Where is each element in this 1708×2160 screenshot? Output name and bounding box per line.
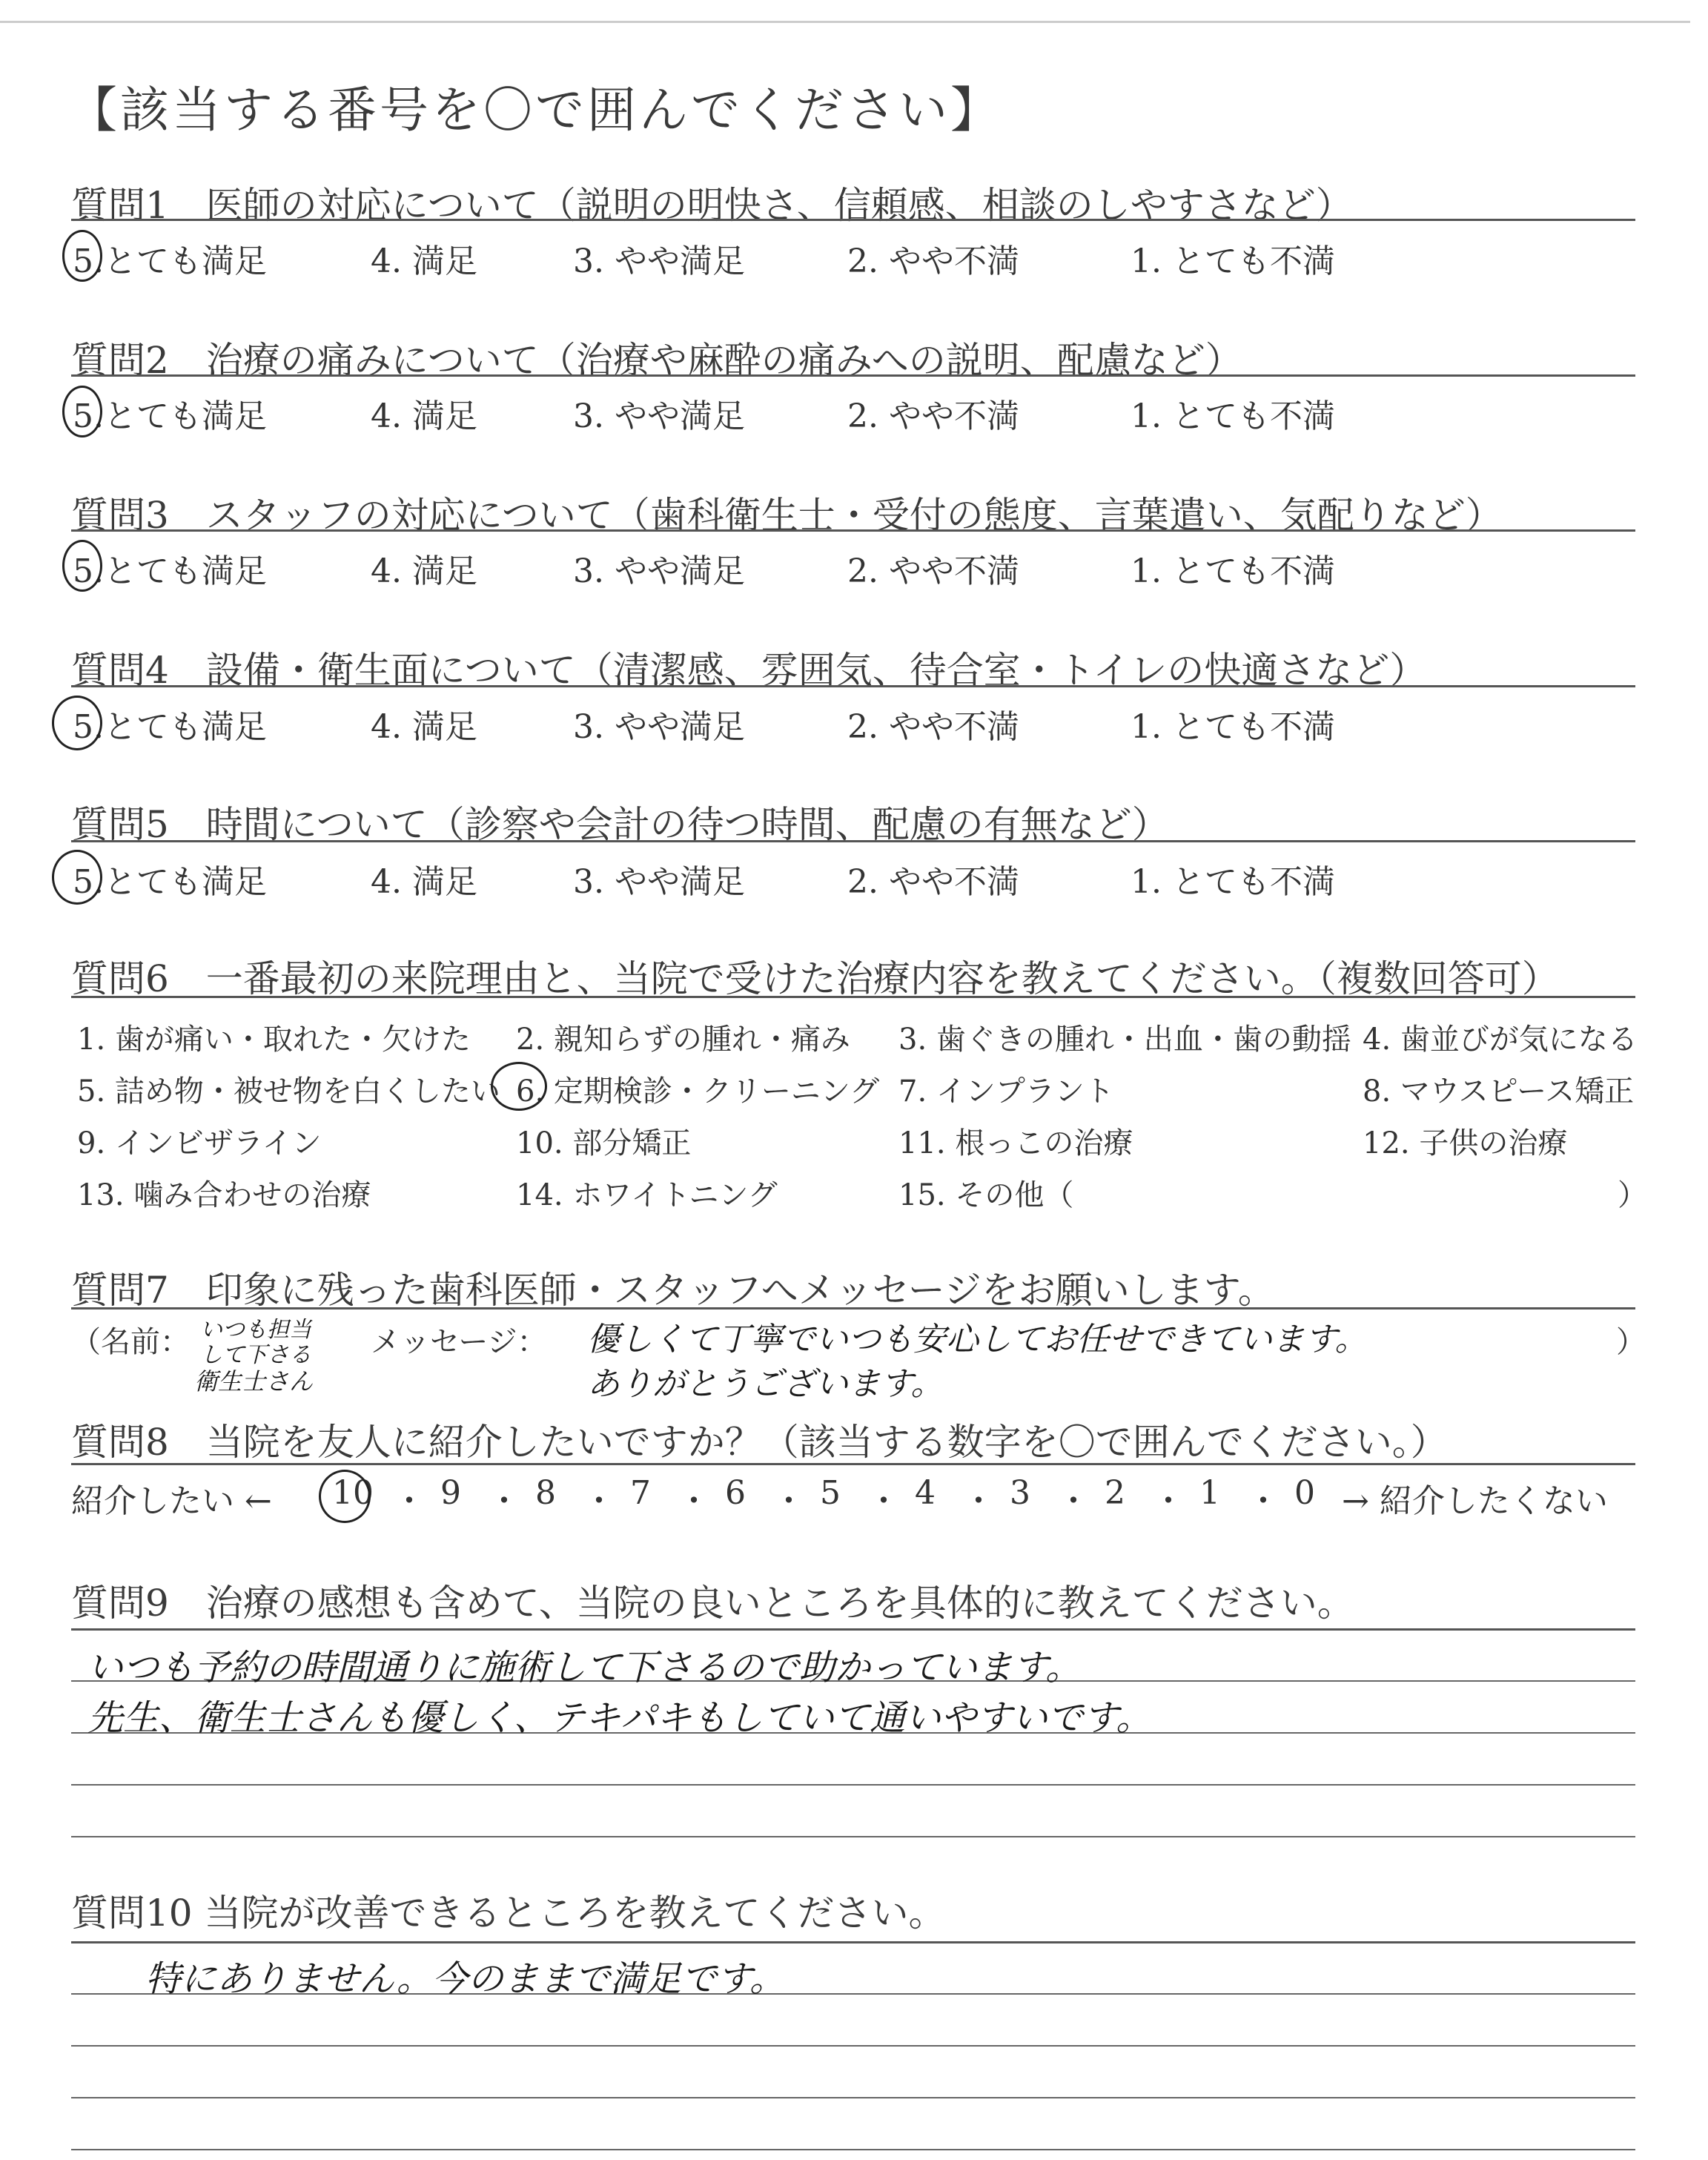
q8-dot: ・ [962,1482,995,1520]
q3-opt-1[interactable]: 1. とても不満 [1131,552,1335,590]
q4-opt-2[interactable]: 2. やや不満 [847,708,1019,746]
q8-dot: ・ [1152,1482,1185,1520]
q1-selection-circle [62,230,102,282]
q8-heading: 質問8 当院を友人に紹介したいですか？（該当する数字を〇で囲んでください。） [71,1421,1448,1464]
q6-item-4[interactable]: 4. 歯並びが気になる [1363,1023,1638,1057]
q3-heading: 質問3 スタッフの対応について（歯科衛生士・受付の態度、言葉遣い、気配りなど） [71,494,1503,537]
q3-opt-4[interactable]: 4. 満足 [371,552,477,590]
q2-opt-1[interactable]: 1. とても不満 [1131,397,1335,435]
q6-item-14[interactable]: 14. ホワイトニング [516,1178,778,1212]
q5-opt-4[interactable]: 4. 満足 [371,863,477,901]
q5-opt-1[interactable]: 1. とても不満 [1131,863,1335,901]
q8-right-label: → 紹介したくない [1342,1482,1608,1520]
q1-rule [71,219,1635,221]
q8-score-10[interactable]: 10 [332,1474,374,1512]
q6-rule [71,996,1635,998]
q6-item-15-close: ） [1618,1178,1647,1212]
q9-rule-1 [71,1628,1635,1631]
q6-item-3[interactable]: 3. 歯ぐきの腫れ・出血・歯の動揺 [898,1023,1351,1057]
q6-item-11[interactable]: 11. 根っこの治療 [898,1126,1133,1160]
q7-heading: 質問7 印象に残った歯科医師・スタッフへメッセージをお願いします。 [71,1269,1275,1312]
q8-score-7[interactable]: 7 [630,1474,651,1512]
q5-opt-3[interactable]: 3. やや満足 [573,863,745,901]
q7-rule [71,1307,1635,1309]
q5-opt-5[interactable]: 5.とても満足 [73,863,267,901]
q6-item-7[interactable]: 7. インプラント [898,1074,1114,1109]
q5-opt-2[interactable]: 2. やや不満 [847,863,1019,901]
q3-opt-3[interactable]: 3. やや満足 [573,552,745,590]
q8-score-4[interactable]: 4 [915,1474,936,1512]
q6-item-8[interactable]: 8. マウスピース矯正 [1363,1074,1635,1109]
q7-message-hand-2[interactable]: ありがとうございます。 [587,1365,944,1403]
q8-dot: ・ [772,1482,805,1520]
q1-heading: 質問1 医師の対応について（説明の明快さ、信頼感、相談のしやすさなど） [71,184,1353,227]
q5-selection-circle [52,850,102,905]
q8-dot: ・ [678,1482,710,1520]
q1-opt-5[interactable]: 5.とても満足 [73,242,267,280]
q4-selection-circle [52,696,102,750]
q1-opt-1[interactable]: 1. とても不満 [1131,242,1335,280]
q8-score-3[interactable]: 3 [1010,1474,1030,1512]
q1-opt-4[interactable]: 4. 満足 [371,242,477,280]
q7-name-hand-1[interactable]: いつも担当 [200,1317,311,1343]
q8-score-2[interactable]: 2 [1105,1474,1125,1512]
q10-rule-5 [71,2149,1635,2150]
q8-dot: ・ [488,1482,520,1520]
q1-opt-2[interactable]: 2. やや不満 [847,242,1019,280]
q3-opt-2[interactable]: 2. やや不満 [847,552,1019,590]
q6-item-1[interactable]: 1. 歯が痛い・取れた・欠けた [77,1023,471,1057]
q4-opt-3[interactable]: 3. やや満足 [573,708,745,746]
q3-opt-5[interactable]: 5.とても満足 [73,552,267,590]
q7-name-hand-2[interactable]: して下さる [200,1342,311,1368]
q3-selection-circle [62,540,102,592]
q6-item-12[interactable]: 12. 子供の治療 [1363,1126,1568,1160]
q5-heading: 質問5 時間について（診察や会計の待つ時間、配慮の有無など） [71,803,1169,846]
q4-opt-5[interactable]: 5.とても満足 [73,708,267,746]
q10-rule-4 [71,2097,1635,2098]
page-title: 【該当する番号を〇で囲んでください】 [68,82,1002,139]
q9-answer-line-1[interactable]: いつも予約の時間通りに施術して下さるので助かっています。 [87,1647,1082,1688]
q6-item-10[interactable]: 10. 部分矯正 [516,1126,692,1160]
q4-rule [71,685,1635,687]
q10-rule-1 [71,1941,1635,1943]
q10-heading: 質問10 当院が改善できるところを教えてください。 [71,1892,946,1935]
q6-item-13[interactable]: 13. 噛み合わせの治療 [77,1178,371,1212]
q6-item-5[interactable]: 5. 詰め物・被せ物を白くしたい [77,1074,500,1109]
q8-rule [71,1463,1635,1465]
scan-edge [0,21,1690,23]
q10-rule-3 [71,2045,1635,2047]
q7-close-paren: ） [1616,1325,1646,1359]
q6-item-6[interactable]: 6. 定期検診・クリーニング [516,1074,880,1109]
q3-rule [71,529,1635,532]
q6-selection-circle [491,1062,547,1111]
q10-answer-line-1[interactable]: 特にありません。今のままで満足です。 [145,1958,786,2000]
q4-opt-1[interactable]: 1. とても不満 [1131,708,1335,746]
q2-opt-4[interactable]: 4. 満足 [371,397,477,435]
q8-score-6[interactable]: 6 [725,1474,746,1512]
q7-message-hand-1[interactable]: 優しくて丁寧でいつも安心してお任せできています。 [587,1321,1368,1358]
q5-rule [71,840,1635,842]
q2-opt-2[interactable]: 2. やや不満 [847,397,1019,435]
q8-dot: ・ [1247,1482,1280,1520]
q2-selection-circle [62,386,102,437]
q6-item-2[interactable]: 2. 親知らずの腫れ・痛み [516,1023,850,1057]
q4-heading: 質問4 設備・衛生面について（清潔感、雰囲気、待合室・トイレの快適さなど） [71,649,1427,692]
q8-dot: ・ [867,1482,900,1520]
q6-item-15[interactable]: 15. その他（ [898,1178,1074,1212]
q1-opt-3[interactable]: 3. やや満足 [573,242,745,280]
q6-item-9[interactable]: 9. インビザライン [77,1126,322,1160]
q8-score-0[interactable]: 0 [1294,1474,1315,1512]
q9-answer-line-2[interactable]: 先生、衛生士さんも優しく、テキパキもしていて通いやすいです。 [87,1697,1152,1739]
q8-score-9[interactable]: 9 [440,1474,461,1512]
q4-opt-4[interactable]: 4. 満足 [371,708,477,746]
q8-score-8[interactable]: 8 [535,1474,556,1512]
q8-dot: ・ [393,1482,426,1520]
q9-rule-5 [71,1836,1635,1837]
q2-opt-5[interactable]: 5.とても満足 [73,397,267,435]
q2-heading: 質問2 治療の痛みについて（治療や麻酔の痛みへの説明、配慮など） [71,339,1242,382]
q7-name-hand-3[interactable]: 衛生士さん [194,1367,314,1396]
q2-rule [71,374,1635,377]
q9-heading: 質問9 治療の感想も含めて、当院の良いところを具体的に教えてください。 [71,1582,1354,1625]
q7-message-label: メッセージ： [371,1325,547,1359]
q9-rule-4 [71,1784,1635,1786]
q6-heading: 質問6 一番最初の来院理由と、当院で受けた治療内容を教えてください。（複数回答可） [71,957,1559,1000]
q8-left-label: 紹介したい ← [71,1482,272,1520]
q8-selection-circle [319,1470,371,1523]
q7-name-label: （名前： [71,1325,190,1359]
q8-dot: ・ [583,1482,615,1520]
q8-dot: ・ [1057,1482,1090,1520]
q8-score-1[interactable]: 1 [1199,1474,1220,1512]
q2-opt-3[interactable]: 3. やや満足 [573,397,745,435]
q8-score-5[interactable]: 5 [820,1474,841,1512]
